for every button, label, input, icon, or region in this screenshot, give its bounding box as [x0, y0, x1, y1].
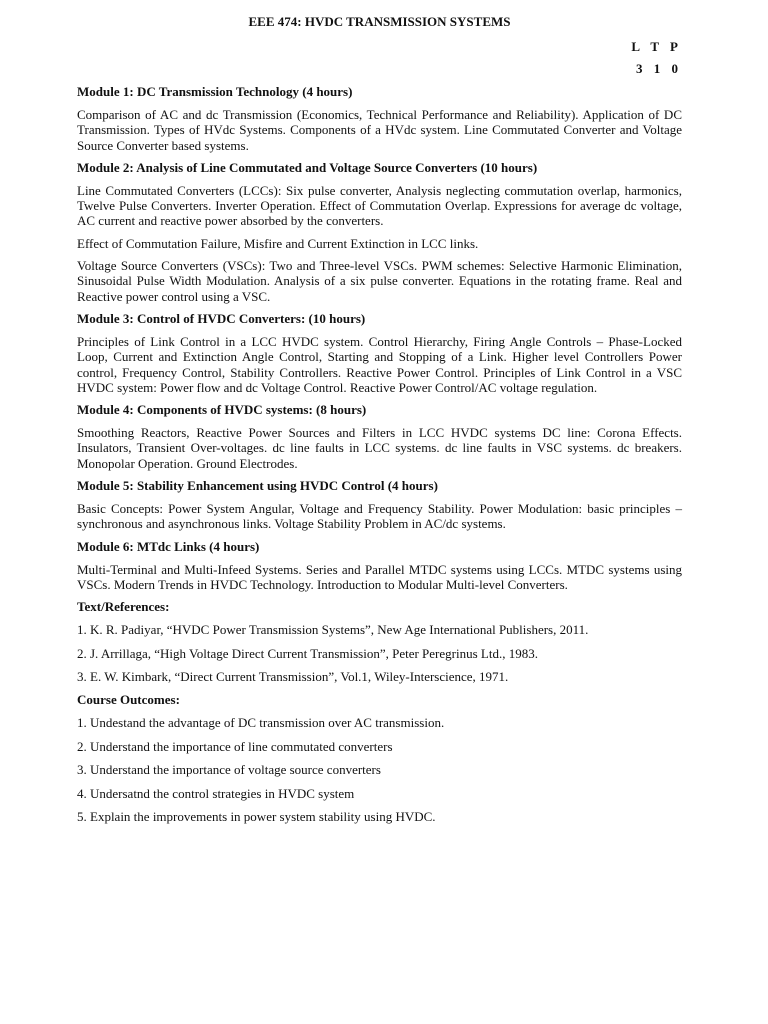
module-paragraph: Comparison of AC and dc Transmission (Economics, Technical Performance and Reliability). Application of DC Transmission. Types of HVdc Systems. Components of a HVdc system. Line Commutated Converter and Voltage Source Converter based systems. — [77, 107, 682, 153]
outcome-item: 5. Explain the improvements in power system stability using HVDC. — [77, 808, 436, 824]
module-heading: Module 2: Analysis of Line Commutated and Voltage Source Converters (10 hours) — [77, 159, 538, 175]
module-1 — [77, 84, 682, 153]
outcome-item: 3. Understand the importance of voltage source converters — [77, 762, 381, 778]
outcomes-heading: Course Outcomes: — [77, 692, 180, 708]
ltp-label: L T P — [631, 39, 682, 54]
outcomes-section — [77, 692, 682, 825]
module-heading: Module 1: DC Transmission Technology (4 hours) — [77, 84, 353, 99]
module-paragraph: Effect of Commutation Failure, Misfire and Current Extinction in LCC links. — [77, 235, 479, 251]
reference-item: 3. E. W. Kimbark, “Direct Current Transmission”, Vol.1, Wiley-Interscience, 1971. — [77, 669, 509, 685]
references-heading: Text/References: — [77, 599, 170, 615]
module-heading: Module 5: Stability Enhancement using HVDC Control (4 hours) — [77, 478, 438, 494]
module-paragraph: Basic Concepts: Power System Angular, Voltage and Frequency Stability. Power Modulation: basic principles – synchronous and asynchronous links. Voltage Stability Problem in AC/dc systems. — [77, 501, 682, 532]
module-4 — [77, 402, 682, 471]
syllabus-page — [77, 12, 682, 832]
module-3 — [77, 311, 682, 395]
reference-item: 1. K. R. Padiyar, “HVDC Power Transmission Systems”, New Age International Publishers, 2011. — [77, 622, 589, 638]
module-heading: Module 6: MTdc Links (4 hours) — [77, 538, 260, 554]
document-title: EEE 474: HVDC TRANSMISSION SYSTEMS — [248, 14, 511, 29]
outcome-item: 4. Undersatnd the control strategies in HVDC system — [77, 785, 355, 801]
module-paragraph: Voltage Source Converters (VSCs): Two and Three-level VSCs. PWM schemes: Selective Harmonic Elimination, Sinusoidal Pulse Width Modulation. Analysis of a six pulse converter. Equations in the rotating frame. Real and Reactive power control using a VSC. — [77, 258, 682, 304]
module-6 — [77, 539, 682, 593]
module-5 — [77, 478, 682, 532]
outcome-item: 2. Understand the importance of line commutated converters — [77, 738, 393, 754]
module-paragraph: Smoothing Reactors, Reactive Power Sources and Filters in LCC HVDC systems DC line: Corona Effects. Insulators, Transient Over-voltages. dc line faults in LCC systems. dc line faults in VSC systems. dc breakers. Monopolar Operation. Ground Electrodes. — [77, 425, 682, 471]
ltp-values: 3 1 0 — [636, 61, 682, 76]
module-heading: Module 4: Components of HVDC systems: (8 hours) — [77, 402, 367, 418]
references-section — [77, 599, 682, 685]
module-paragraph: Multi-Terminal and Multi-Infeed Systems. Series and Parallel MTDC systems using LCCs. MTDC systems using VSCs. Modern Trends in HVDC Technology. Introduction to Modular Multi-level Converters. — [77, 561, 682, 592]
module-2 — [77, 160, 682, 304]
reference-item: 2. J. Arrillaga, “High Voltage Direct Current Transmission”, Peter Peregrinus Ltd., 1983. — [77, 645, 538, 661]
module-heading: Module 3: Control of HVDC Converters: (10 hours) — [77, 310, 366, 326]
module-paragraph: Principles of Link Control in a LCC HVDC system. Control Hierarchy, Firing Angle Controls – Phase-Locked Loop, Current and Extinction Angle Control, Starting and Stopping of a Link. Higher level Controllers Power control, Frequency Control, Stability Controllers. Reactive Power Control. Principles of Link Control in a VSC HVDC system: Power flow and dc Voltage Control. Reactive Power Control/AC voltage regulation. — [77, 333, 682, 395]
outcome-item: 1. Undestand the advantage of DC transmission over AC transmission. — [77, 715, 445, 731]
module-paragraph: Line Commutated Converters (LCCs): Six pulse converter, Analysis neglecting commutation overlap, harmonics, Twelve Pulse Converters. Inverter Operation. Effect of Commutation Overlap. Expressions for average dc voltage, AC current and reactive power absorbed by the converters. — [77, 182, 682, 229]
